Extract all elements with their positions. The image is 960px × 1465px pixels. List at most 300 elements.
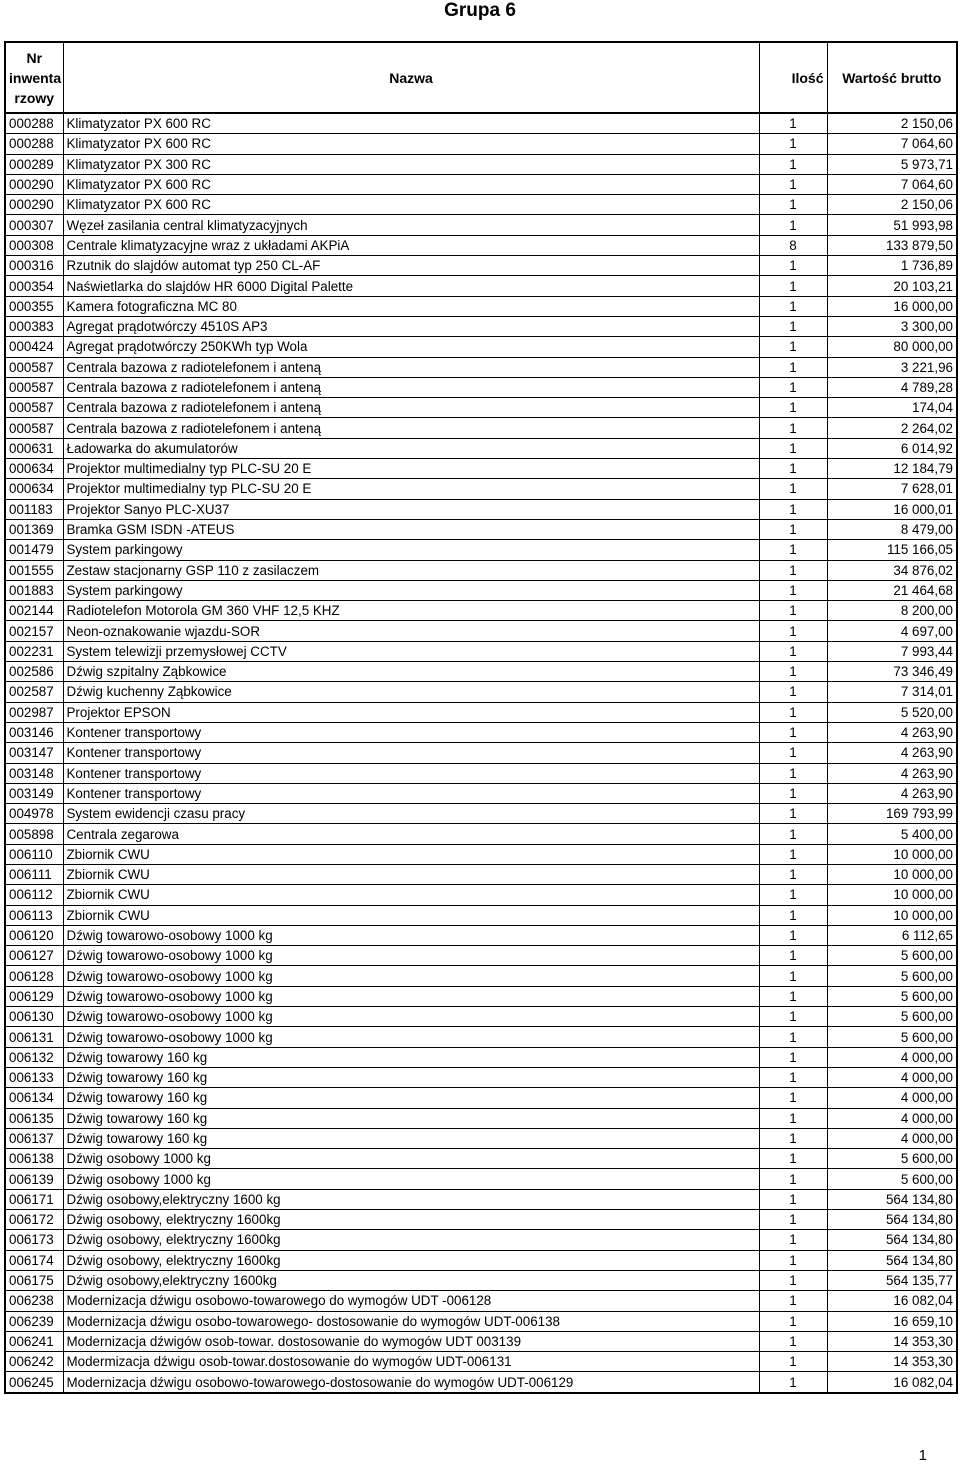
cell-qty: 1 [759, 783, 827, 803]
cell-nr: 004978 [5, 804, 63, 824]
cell-nr: 006171 [5, 1189, 63, 1209]
cell-nr: 006110 [5, 844, 63, 864]
cell-name: Modermizacja dźwigu osob-towar.dostosowanie do wymogów UDT-006131 [63, 1352, 759, 1372]
inventory-table [4, 41, 958, 1394]
cell-nr: 006241 [5, 1331, 63, 1351]
table-row [5, 1311, 957, 1331]
cell-name: Dźwig towarowo-osobowy 1000 kg [63, 1027, 759, 1047]
cell-name: Dźwig osobowy,elektryczny 1600kg [63, 1270, 759, 1290]
cell-nr: 002586 [5, 662, 63, 682]
cell-value: 4 000,00 [827, 1108, 957, 1128]
table-row [5, 1189, 957, 1209]
cell-qty: 1 [759, 702, 827, 722]
cell-name: Zbiornik CWU [63, 885, 759, 905]
cell-nr: 006130 [5, 1007, 63, 1027]
cell-value: 10 000,00 [827, 844, 957, 864]
cell-value: 3 221,96 [827, 357, 957, 377]
cell-nr: 006245 [5, 1372, 63, 1393]
cell-value: 174,04 [827, 398, 957, 418]
column-header-nr [5, 42, 63, 113]
cell-value: 16 659,10 [827, 1311, 957, 1331]
table-row [5, 966, 957, 986]
cell-qty: 8 [759, 235, 827, 255]
cell-name: Dźwig towarowy 160 kg [63, 1128, 759, 1148]
cell-name: Zbiornik CWU [63, 844, 759, 864]
cell-nr: 000290 [5, 174, 63, 194]
table-row [5, 1331, 957, 1351]
cell-nr: 000308 [5, 235, 63, 255]
table-row [5, 540, 957, 560]
cell-name: Modernizacja dźwigów osob-towar. dostosowanie do wymogów UDT 003139 [63, 1331, 759, 1351]
cell-nr: 003147 [5, 743, 63, 763]
cell-value: 80 000,00 [827, 337, 957, 357]
cell-value: 8 200,00 [827, 601, 957, 621]
table-row [5, 844, 957, 864]
cell-nr: 006133 [5, 1067, 63, 1087]
cell-name: System parkingowy [63, 580, 759, 600]
cell-nr: 006120 [5, 925, 63, 945]
cell-value: 169 793,99 [827, 804, 957, 824]
table-row [5, 925, 957, 945]
cell-name: Zestaw stacjonarny GSP 110 z zasilaczem [63, 560, 759, 580]
cell-qty: 1 [759, 621, 827, 641]
cell-qty: 1 [759, 1149, 827, 1169]
cell-nr: 006138 [5, 1149, 63, 1169]
table-row [5, 601, 957, 621]
column-header-nr-line2: inwenta [9, 69, 62, 86]
table-row [5, 641, 957, 661]
cell-nr: 006128 [5, 966, 63, 986]
cell-qty: 1 [759, 276, 827, 296]
cell-name: Centrala zegarowa [63, 824, 759, 844]
table-row [5, 398, 957, 418]
cell-nr: 006111 [5, 864, 63, 884]
cell-qty: 1 [759, 1047, 827, 1067]
cell-qty: 1 [759, 479, 827, 499]
cell-value: 5 600,00 [827, 946, 957, 966]
cell-name: Dźwig towarowy 160 kg [63, 1108, 759, 1128]
table-row [5, 1108, 957, 1128]
cell-name: Kontener transportowy [63, 783, 759, 803]
cell-name: Modernizacja dźwigu osobowo-towarowego do wymogów UDT -006128 [63, 1291, 759, 1311]
table-row [5, 215, 957, 235]
cell-value: 7 628,01 [827, 479, 957, 499]
table-row [5, 337, 957, 357]
cell-qty: 1 [759, 296, 827, 316]
cell-nr: 000307 [5, 215, 63, 235]
table-row [5, 1291, 957, 1311]
cell-value: 2 150,06 [827, 195, 957, 215]
table-body [5, 113, 957, 1393]
cell-nr: 000587 [5, 418, 63, 438]
column-header-nr-line1: Nr [26, 49, 43, 66]
table-row [5, 885, 957, 905]
cell-value: 16 000,00 [827, 296, 957, 316]
table-row [5, 1352, 957, 1372]
cell-name: Projektor Sanyo PLC-XU37 [63, 499, 759, 519]
cell-qty: 1 [759, 154, 827, 174]
cell-nr: 000316 [5, 256, 63, 276]
cell-name: Dźwig towarowo-osobowy 1000 kg [63, 986, 759, 1006]
cell-qty: 1 [759, 560, 827, 580]
cell-nr: 000355 [5, 296, 63, 316]
cell-name: Klimatyzator PX 600 RC [63, 134, 759, 154]
table-row [5, 1169, 957, 1189]
cell-value: 7 064,60 [827, 174, 957, 194]
cell-name: Zbiornik CWU [63, 864, 759, 884]
table-row [5, 763, 957, 783]
cell-nr: 006137 [5, 1128, 63, 1148]
cell-name: Projektor multimedialny typ PLC-SU 20 E [63, 459, 759, 479]
cell-value: 7 064,60 [827, 134, 957, 154]
cell-name: System ewidencji czasu pracy [63, 804, 759, 824]
cell-value: 51 993,98 [827, 215, 957, 235]
table-row [5, 316, 957, 336]
cell-name: Dźwig towarowo-osobowy 1000 kg [63, 925, 759, 945]
cell-value: 133 879,50 [827, 235, 957, 255]
cell-value: 2 264,02 [827, 418, 957, 438]
cell-name: Neon-oznakowanie wjazdu-SOR [63, 621, 759, 641]
table-row [5, 418, 957, 438]
cell-value: 5 600,00 [827, 1169, 957, 1189]
cell-value: 564 134,80 [827, 1250, 957, 1270]
cell-name: System telewizji przemysłowej CCTV [63, 641, 759, 661]
cell-qty: 1 [759, 337, 827, 357]
cell-value: 4 263,90 [827, 763, 957, 783]
cell-qty: 1 [759, 418, 827, 438]
table-row [5, 1250, 957, 1270]
table-row [5, 905, 957, 925]
table-row [5, 804, 957, 824]
cell-value: 3 300,00 [827, 316, 957, 336]
cell-name: Klimatyzator PX 600 RC [63, 195, 759, 215]
cell-nr: 003148 [5, 763, 63, 783]
cell-value: 8 479,00 [827, 519, 957, 539]
cell-value: 4 000,00 [827, 1128, 957, 1148]
cell-value: 20 103,21 [827, 276, 957, 296]
table-row [5, 621, 957, 641]
cell-qty: 1 [759, 1210, 827, 1230]
cell-qty: 1 [759, 195, 827, 215]
cell-qty: 1 [759, 946, 827, 966]
cell-qty: 1 [759, 580, 827, 600]
cell-value: 5 600,00 [827, 1007, 957, 1027]
table-row [5, 296, 957, 316]
cell-value: 5 600,00 [827, 986, 957, 1006]
table-row [5, 1088, 957, 1108]
cell-name: Dźwig towarowy 160 kg [63, 1067, 759, 1087]
table-row [5, 722, 957, 742]
cell-qty: 1 [759, 986, 827, 1006]
table-row [5, 377, 957, 397]
cell-value: 4 263,90 [827, 743, 957, 763]
cell-nr: 000289 [5, 154, 63, 174]
table-row [5, 662, 957, 682]
cell-nr: 000383 [5, 316, 63, 336]
cell-name: Klimatyzator PX 600 RC [63, 113, 759, 134]
cell-value: 14 353,30 [827, 1352, 957, 1372]
cell-value: 2 150,06 [827, 113, 957, 134]
cell-nr: 002157 [5, 621, 63, 641]
cell-nr: 006129 [5, 986, 63, 1006]
table-row [5, 276, 957, 296]
cell-value: 5 400,00 [827, 824, 957, 844]
cell-name: Projektor multimedialny typ PLC-SU 20 E [63, 479, 759, 499]
table-row [5, 154, 957, 174]
table-row [5, 235, 957, 255]
cell-qty: 1 [759, 398, 827, 418]
cell-value: 4 000,00 [827, 1088, 957, 1108]
table-row [5, 743, 957, 763]
cell-name: Dźwig osobowy 1000 kg [63, 1169, 759, 1189]
table-row [5, 499, 957, 519]
cell-name: Ładowarka do akumulatorów [63, 438, 759, 458]
cell-name: Centrala bazowa z radiotelefonem i anteną [63, 398, 759, 418]
cell-value: 564 134,80 [827, 1230, 957, 1250]
cell-qty: 1 [759, 174, 827, 194]
cell-name: Zbiornik CWU [63, 905, 759, 925]
table-header-row [5, 42, 957, 113]
cell-qty: 1 [759, 662, 827, 682]
cell-nr: 003149 [5, 783, 63, 803]
table-row [5, 256, 957, 276]
cell-qty: 1 [759, 966, 827, 986]
table-row [5, 1372, 957, 1393]
cell-nr: 006238 [5, 1291, 63, 1311]
cell-name: Kamera fotograficzna MC 80 [63, 296, 759, 316]
cell-nr: 002144 [5, 601, 63, 621]
cell-name: Agregat prądotwórczy 4510S AP3 [63, 316, 759, 336]
cell-value: 564 135,77 [827, 1270, 957, 1290]
cell-nr: 006131 [5, 1027, 63, 1047]
cell-qty: 1 [759, 1007, 827, 1027]
table-row [5, 986, 957, 1006]
cell-nr: 006239 [5, 1311, 63, 1331]
table-row [5, 1210, 957, 1230]
table-row [5, 438, 957, 458]
table-row [5, 702, 957, 722]
cell-qty: 1 [759, 1088, 827, 1108]
cell-nr: 001883 [5, 580, 63, 600]
cell-value: 115 166,05 [827, 540, 957, 560]
cell-value: 16 082,04 [827, 1372, 957, 1393]
table-row [5, 134, 957, 154]
cell-nr: 000587 [5, 357, 63, 377]
cell-name: Dźwig osobowy,elektryczny 1600 kg [63, 1189, 759, 1209]
cell-name: Bramka GSM ISDN -ATEUS [63, 519, 759, 539]
cell-value: 10 000,00 [827, 864, 957, 884]
cell-qty: 1 [759, 905, 827, 925]
cell-nr: 000631 [5, 438, 63, 458]
cell-nr: 001369 [5, 519, 63, 539]
cell-value: 4 000,00 [827, 1047, 957, 1067]
cell-value: 34 876,02 [827, 560, 957, 580]
cell-qty: 1 [759, 540, 827, 560]
cell-qty: 1 [759, 215, 827, 235]
cell-qty: 1 [759, 864, 827, 884]
cell-name: Modernizacja dźwigu osobo-towarowego- dostosowanie do wymogów UDT-006138 [63, 1311, 759, 1331]
cell-nr: 006173 [5, 1230, 63, 1250]
cell-name: Dźwig osobowy, elektryczny 1600kg [63, 1210, 759, 1230]
cell-name: Centrala bazowa z radiotelefonem i anteną [63, 357, 759, 377]
table-row [5, 580, 957, 600]
cell-nr: 000424 [5, 337, 63, 357]
cell-name: Dźwig kuchenny Ząbkowice [63, 682, 759, 702]
cell-qty: 1 [759, 113, 827, 134]
cell-name: Dźwig osobowy, elektryczny 1600kg [63, 1250, 759, 1270]
cell-qty: 1 [759, 1128, 827, 1148]
cell-value: 7 993,44 [827, 641, 957, 661]
table-row [5, 946, 957, 966]
cell-value: 12 184,79 [827, 459, 957, 479]
cell-name: Kontener transportowy [63, 763, 759, 783]
cell-qty: 1 [759, 1372, 827, 1393]
cell-nr: 000634 [5, 459, 63, 479]
page-number: 1 [918, 1447, 927, 1464]
cell-qty: 1 [759, 722, 827, 742]
table-row [5, 519, 957, 539]
cell-nr: 006132 [5, 1047, 63, 1067]
table-row [5, 1067, 957, 1087]
cell-nr: 006134 [5, 1088, 63, 1108]
cell-value: 4 263,90 [827, 722, 957, 742]
cell-qty: 1 [759, 641, 827, 661]
cell-name: Centrala bazowa z radiotelefonem i anteną [63, 418, 759, 438]
cell-value: 1 736,89 [827, 256, 957, 276]
cell-value: 5 600,00 [827, 1027, 957, 1047]
cell-qty: 1 [759, 1250, 827, 1270]
table-row [5, 1270, 957, 1290]
table-row [5, 1149, 957, 1169]
table-row [5, 479, 957, 499]
cell-nr: 006113 [5, 905, 63, 925]
cell-nr: 001555 [5, 560, 63, 580]
table-row [5, 1047, 957, 1067]
cell-qty: 1 [759, 1311, 827, 1331]
cell-nr: 000288 [5, 134, 63, 154]
cell-value: 5 520,00 [827, 702, 957, 722]
cell-value: 564 134,80 [827, 1210, 957, 1230]
table-row [5, 1128, 957, 1148]
cell-value: 4 000,00 [827, 1067, 957, 1087]
cell-qty: 1 [759, 519, 827, 539]
cell-qty: 1 [759, 1169, 827, 1189]
column-header-name: Nazwa [63, 42, 759, 113]
table-row [5, 783, 957, 803]
table-row [5, 682, 957, 702]
cell-name: Klimatyzator PX 300 RC [63, 154, 759, 174]
cell-nr: 002987 [5, 702, 63, 722]
cell-name: Dźwig osobowy 1000 kg [63, 1149, 759, 1169]
cell-nr: 006172 [5, 1210, 63, 1230]
cell-nr: 001479 [5, 540, 63, 560]
cell-qty: 1 [759, 256, 827, 276]
table-row [5, 113, 957, 134]
cell-nr: 006135 [5, 1108, 63, 1128]
cell-qty: 1 [759, 316, 827, 336]
table-row [5, 195, 957, 215]
cell-name: Kontener transportowy [63, 743, 759, 763]
cell-qty: 1 [759, 885, 827, 905]
cell-value: 6 014,92 [827, 438, 957, 458]
cell-nr: 006242 [5, 1352, 63, 1372]
cell-qty: 1 [759, 357, 827, 377]
cell-name: Agregat prądotwórczy 250KWh typ Wola [63, 337, 759, 357]
cell-qty: 1 [759, 925, 827, 945]
cell-value: 4 789,28 [827, 377, 957, 397]
cell-qty: 1 [759, 844, 827, 864]
cell-name: Klimatyzator PX 600 RC [63, 174, 759, 194]
cell-name: Projektor EPSON [63, 702, 759, 722]
cell-qty: 1 [759, 134, 827, 154]
cell-nr: 000288 [5, 113, 63, 134]
table-row [5, 174, 957, 194]
cell-value: 4 263,90 [827, 783, 957, 803]
cell-name: Rzutnik do slajdów automat typ 250 CL-AF [63, 256, 759, 276]
cell-nr: 002587 [5, 682, 63, 702]
cell-qty: 1 [759, 1027, 827, 1047]
cell-qty: 1 [759, 1230, 827, 1250]
cell-qty: 1 [759, 1331, 827, 1351]
page-title: Grupa 6 [444, 0, 516, 21]
table-row [5, 459, 957, 479]
cell-name: Dźwig osobowy, elektryczny 1600kg [63, 1230, 759, 1250]
cell-nr: 003146 [5, 722, 63, 742]
column-header-nr-line3: rzowy [14, 89, 55, 106]
cell-value: 10 000,00 [827, 885, 957, 905]
cell-qty: 1 [759, 1108, 827, 1128]
cell-name: Dźwig towarowy 160 kg [63, 1047, 759, 1067]
table-row [5, 357, 957, 377]
cell-qty: 1 [759, 1270, 827, 1290]
cell-name: Dźwig szpitalny Ząbkowice [63, 662, 759, 682]
cell-nr: 005898 [5, 824, 63, 844]
cell-name: Naświetlarka do slajdów HR 6000 Digital Palette [63, 276, 759, 296]
cell-nr: 000587 [5, 398, 63, 418]
cell-qty: 1 [759, 1352, 827, 1372]
column-header-qty: Ilość [759, 42, 827, 113]
cell-value: 10 000,00 [827, 905, 957, 925]
cell-qty: 1 [759, 1067, 827, 1087]
cell-nr: 000354 [5, 276, 63, 296]
cell-name: Węzeł zasilania central klimatyzacyjnych [63, 215, 759, 235]
cell-nr: 001183 [5, 499, 63, 519]
cell-qty: 1 [759, 763, 827, 783]
cell-nr: 006174 [5, 1250, 63, 1270]
table-row [5, 1230, 957, 1250]
cell-qty: 1 [759, 499, 827, 519]
cell-value: 14 353,30 [827, 1331, 957, 1351]
cell-qty: 1 [759, 459, 827, 479]
cell-name: Dźwig towarowo-osobowy 1000 kg [63, 946, 759, 966]
cell-value: 16 000,01 [827, 499, 957, 519]
cell-nr: 000634 [5, 479, 63, 499]
cell-nr: 006112 [5, 885, 63, 905]
cell-qty: 1 [759, 1291, 827, 1311]
table-row [5, 864, 957, 884]
cell-nr: 000290 [5, 195, 63, 215]
table-row [5, 1007, 957, 1027]
cell-value: 7 314,01 [827, 682, 957, 702]
cell-name: Modernizacja dźwigu osobowo-towarowego-dostosowanie do wymogów UDT-006129 [63, 1372, 759, 1393]
cell-value: 5 600,00 [827, 1149, 957, 1169]
cell-qty: 1 [759, 1189, 827, 1209]
cell-value: 564 134,80 [827, 1189, 957, 1209]
cell-qty: 1 [759, 682, 827, 702]
cell-qty: 1 [759, 804, 827, 824]
cell-qty: 1 [759, 438, 827, 458]
cell-value: 4 697,00 [827, 621, 957, 641]
